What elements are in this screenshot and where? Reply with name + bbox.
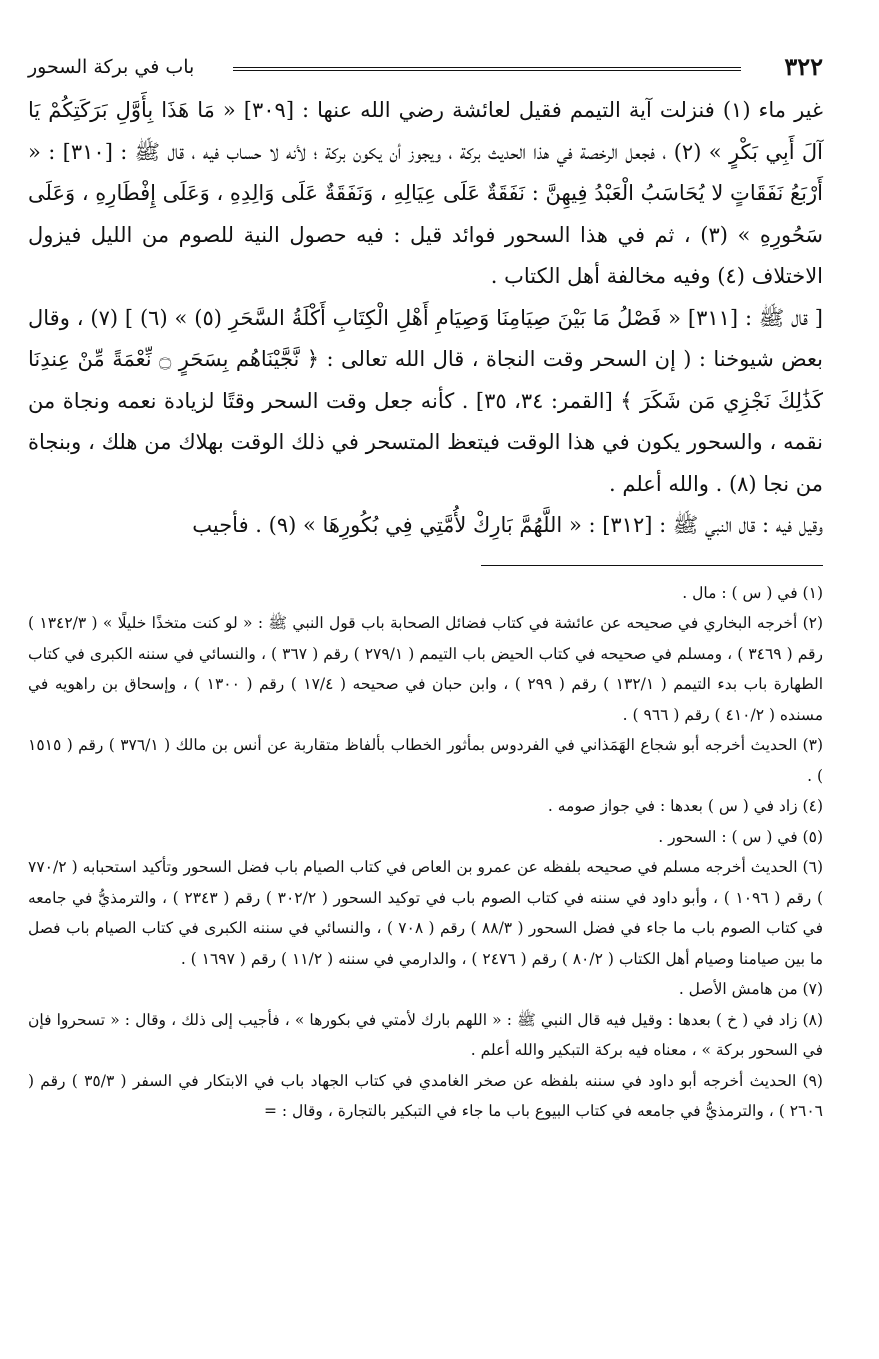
main-text xyxy=(28,90,823,547)
footnote: (١) في ( س ) : مال . xyxy=(682,583,823,602)
footnote: (٣) الحديث أخرجه أبو شجاع الهَمَذاني في الفردوس بمأثور الخطاب بألفاظ متقاربة عن أنس بن مالك ( ٣٧٦/١ ) رقم ( ١٥١٥ ) . xyxy=(28,736,823,785)
page-header xyxy=(28,52,823,86)
header-rule xyxy=(233,67,741,71)
footnote: (٤) زاد في ( س ) بعدها : في جواز صومه . xyxy=(547,797,823,815)
footnotes xyxy=(28,578,823,1127)
footnote: (٨) زاد في ( خ ) بعدها : وقيل فيه قال النبي ﷺ : « اللهم بارك لأمتي في بكورها » ، فأجيب إلى ذلك ، وقال : « تسحروا فإن في السحور بركة » ، معناه فيه بركة التبكير والله أعلم . xyxy=(28,1010,823,1059)
running-title: باب في بركة السحور xyxy=(28,56,195,78)
body-paragraph: [ قال ﷺ : [٣١١] « فَصْلُ مَا بَيْنَ صِيَامِنَا وَصِيَامِ أَهْلِ الْكِتَابِ أَكْلَةُ السَّحَرِ (٥) » (٦) ] (٧) ، وقال بعض شيوخنا : ( إن السحر وقت النجاة ، قال الله تعالى : ﴿ نَّجَّيْنَاهُم بِسَحَرٍ ۝ نِّعْمَةً مِّنْ عِندِنَا كَذَٰلِكَ نَجْزِي مَن شَكَرَ ﴾ [القمر: ٣٤، ٣٥] . كأنه جعل وقت السحر وقتًا لزيادة نعمه ونجاة من نقمه ، والسحور يكون في هذا الوقت فيتعظ المتسحر في ذلك الوقت بهلاك من هلك ، وبنجاة من نجا (٨) . والله أعلم . xyxy=(28,305,823,496)
footnote: (٢) أخرجه البخاري في صحيحه عن عائشة في كتاب فضائل الصحابة باب قول النبي ﷺ : « لو كنت متخذًا خليلًا » ( ١٣٤٢/٣ ) رقم ( ٣٤٦٩ ) ، ومسلم في صحيحه في كتاب الحيض باب التيمم ( ٢٧٩/١ ) رقم ( ٣٦٧ ) ، والنسائي في سننه الكبرى في كتاب الطهارة باب بدء التيمم ( ١٣٢/١ ) رقم ( ٢٩٩ ) ، وابن حبان في صحيحه ( ١٧/٤ ) رقم ( ١٣٠٠ ) ، وإسحاق بن راهويه في مسنده ( ٤١٠/٢ ) رقم ( ٩٦٦ ) . xyxy=(28,614,824,724)
footnote: (٦) الحديث أخرجه مسلم في صحيحه بلفظه عن عمرو بن العاص في كتاب الصيام باب فضل السحور وتأكيد استحبابه ( ٧٧٠/٢ ) رقم ( ١٠٩٦ ) ، وأبو داود في سننه في كتاب الصوم باب في توكيد السحور ( ٣٠٢/٢ ) رقم ( ٢٣٤٣ ) ، والترمذيُّ في جامعه في كتاب الصوم باب ما جاء في فضل السحور ( ٨٨/٣ ) رقم ( ٧٠٨ ) ، والنسائي في سننه الكبرى في كتاب الصيام باب فصل ما بين صيامنا وصيام أهل الكتاب ( ٨٠/٢ ) رقم ( ٢٤٧٦ ) ، والدارمي في سننه ( ١١/٢ ) رقم ( ١٦٩٧ ) . xyxy=(28,858,823,968)
book-page xyxy=(28,52,823,1127)
footnote-separator xyxy=(481,565,823,566)
body-paragraph: غير ماء (١) فنزلت آية التيمم فقيل لعائشة رضي الله عنها : [٣٠٩] « مَا هَذَا بِأَوَّلِ بَرَكَتِكُمْ يَا آلَ أَبِي بَكْرٍ » (٢) ، فجعل الرخصة في هذا الحديث بركة ، ويجوز أن يكون بركة ؛ لأنه لا حساب فيه ، قال ﷺ : [٣١٠] : « أَرْبَعُ نَفَقَاتٍ لا يُحَاسَبُ الْعَبْدُ فِيهِنَّ : نَفَقَةٌ عَلَى عِيَالِهِ ، وَنَفَقَةٌ عَلَى وَالِدِهِ ، وَعَلَى إِفْطَارِهِ ، وَعَلَى سَحُورِهِ » (٣) ، ثم في هذا السحور فوائد قيل : فيه حصول النية للصوم من الليل فيزول الاختلاف (٤) وفيه مخالفة أهل الكتاب . xyxy=(28,98,823,288)
footnote: (٥) في ( س ) : السحور . xyxy=(658,827,823,846)
footnote: (٧) من هامش الأصل . xyxy=(678,980,823,998)
footnote: (٩) الحديث أخرجه أبو داود في سننه بلفظه عن صخر الغامدي في كتاب الجهاد باب في الابتكار في السفر ( ٣٥/٣ ) رقم ( ٢٦٠٦ ) ، والترمذيُّ في جامعه في كتاب البيوع باب ما جاء في التبكير بالتجارة ، وقال : = xyxy=(28,1071,823,1120)
page-number: ٣٢٢ xyxy=(784,52,823,81)
body-paragraph: وقيل فيه : قال النبي ﷺ : [٣١٢] : « اللَّهُمَّ بَارِكْ لأُمَّتِي فِي بُكُورِهَا » (٩) . فأجيب xyxy=(192,513,823,537)
